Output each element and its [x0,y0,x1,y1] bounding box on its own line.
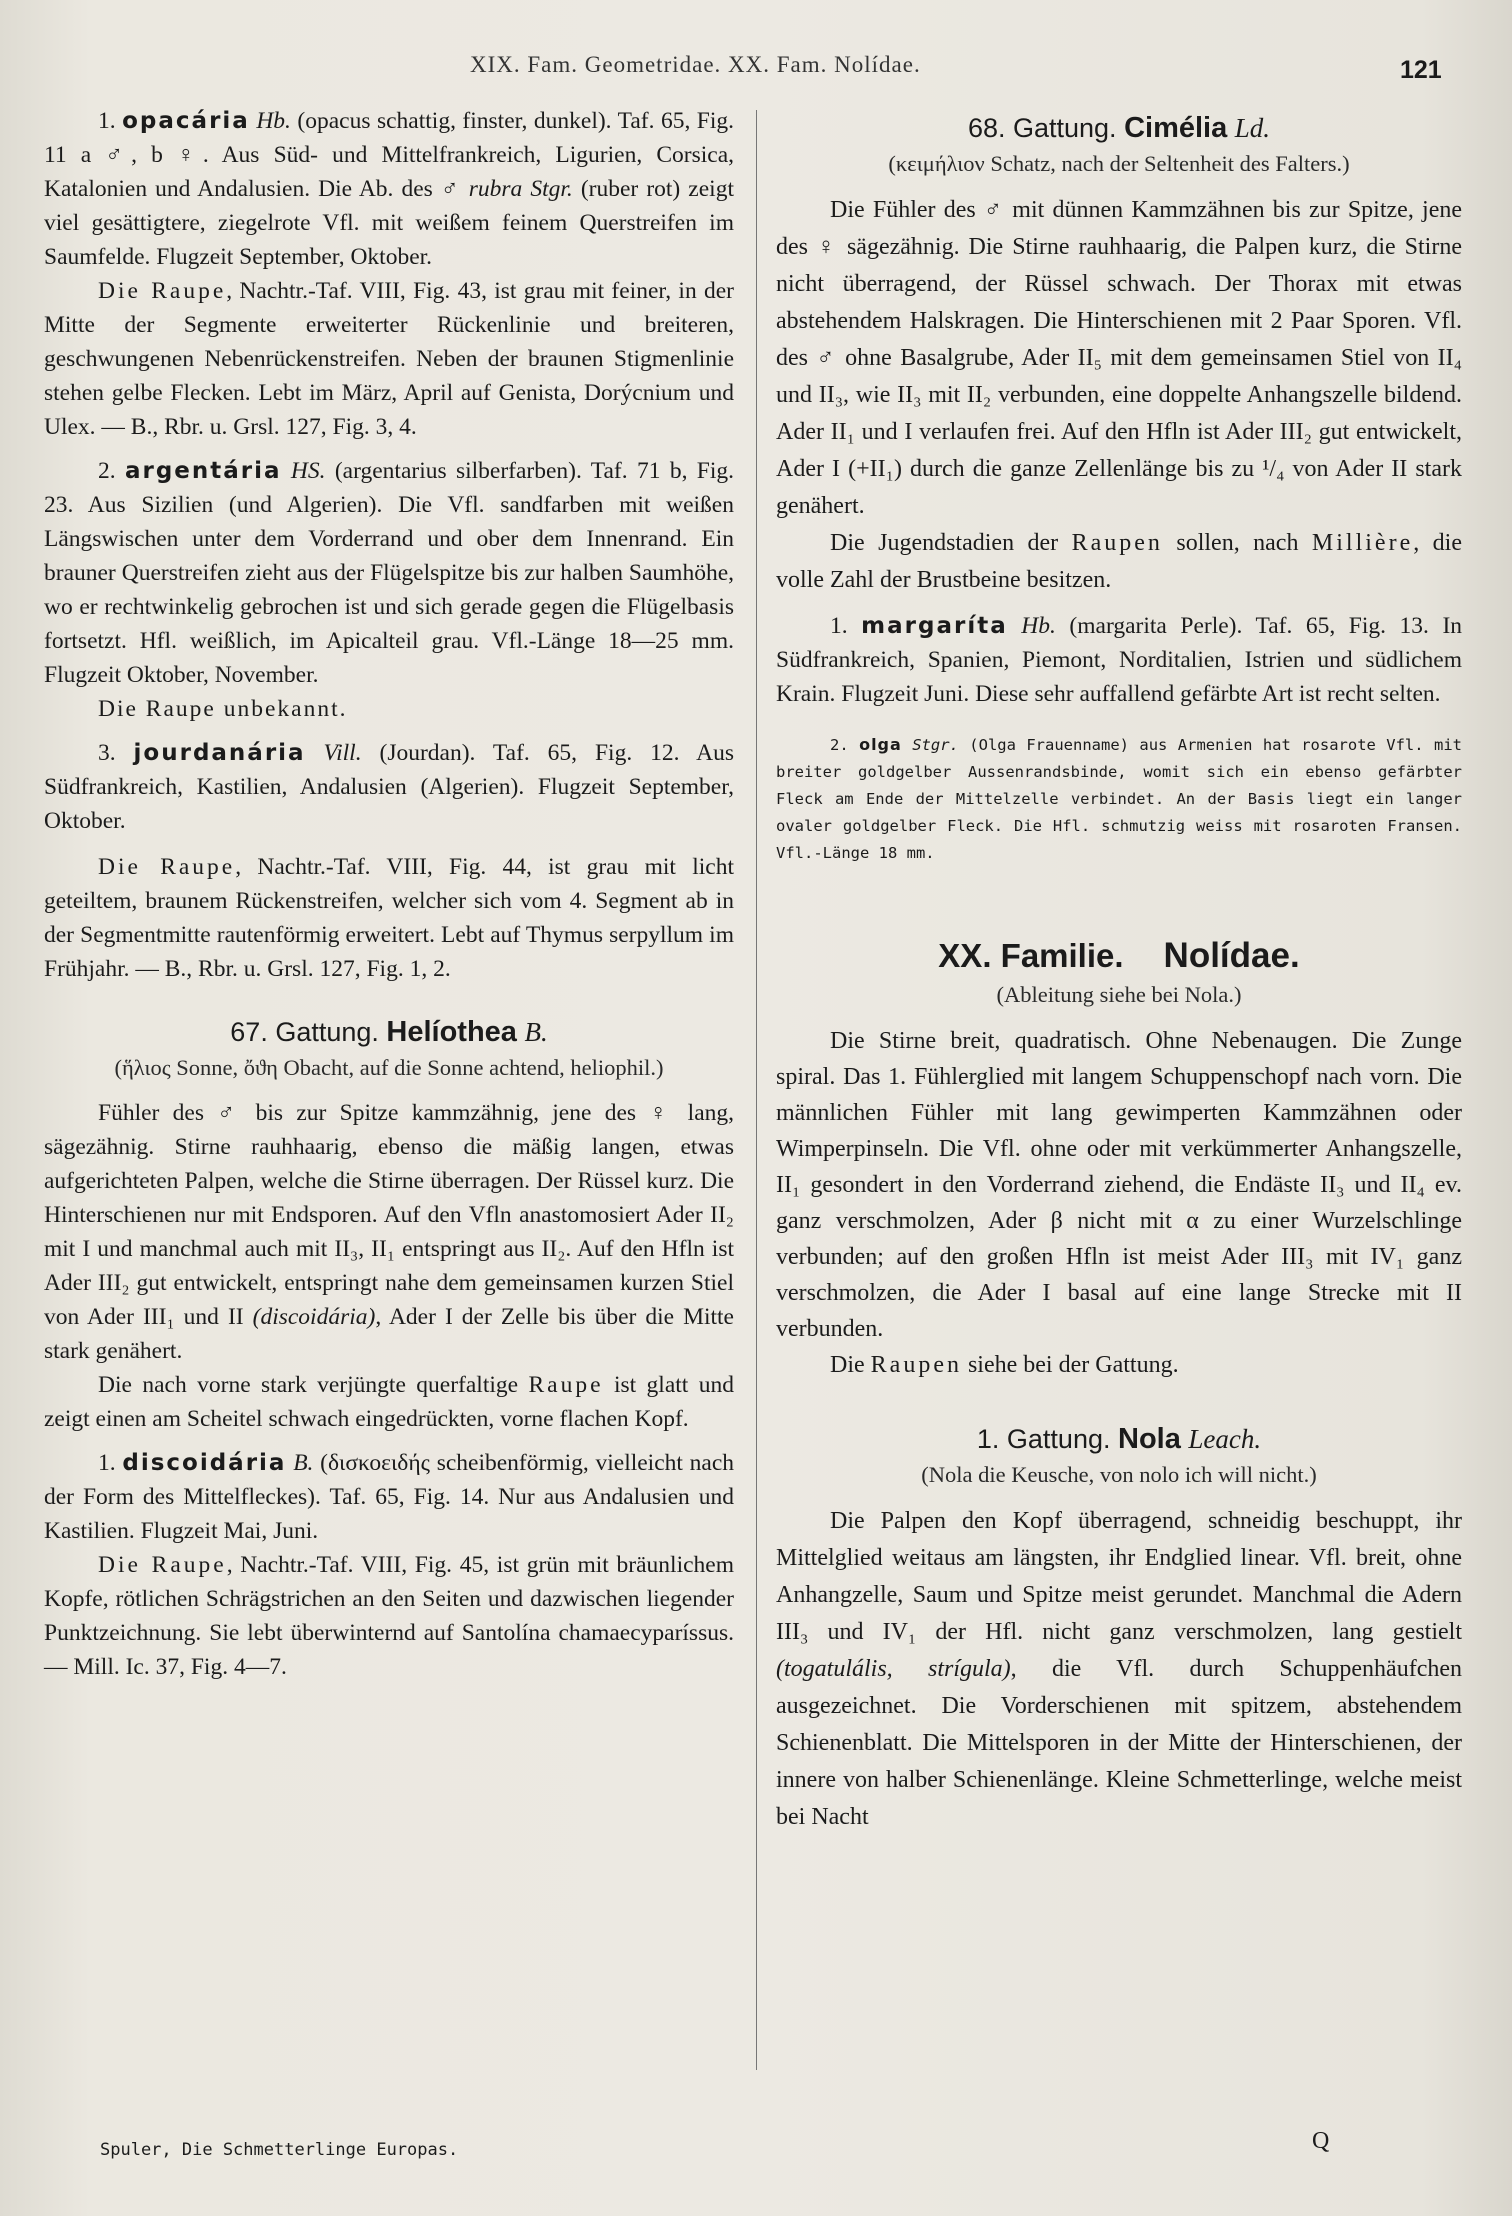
larva-label: Die Raupe [98,1552,227,1578]
larva-text-2: siehe bei der Gattung. [961,1352,1179,1378]
entry-text: (opacus schattig, finster, dunkel). Taf. 65, Fig. 11 a ♂, b ♀. Aus Süd- und Mittelfrankreich, Ligurien, Corsica, Katalonien und Andalusien. Die Ab. des ♂ [44,108,735,202]
right-column [776,104,1462,1836]
larva-label: Raupen [1071,530,1163,556]
larva-text: , Nachtr.-Taf. VIII, Fig. 45, ist grün mit bräunlichem Kopfe, rötlichen Schrägstrichen an den Seiten und dazwischen liegender Punktzeichnung. Sie lebt überwinternd auf Santolína chamaecyparíssus. — Mill. Ic. 37, Fig. 4—7. [44,1552,734,1680]
entry-number: 1. [830,613,848,639]
entry-text: (δισκοειδής scheibenförmig, vielleicht nach der Form des Mittelfleckes). Taf. 65, Fig. 14. Nur aus Andalusien und Kastilien. Flugzeit Mai, Juni. [44,1450,735,1544]
larva-text-2: ist glatt und zeigt einen am Scheitel schwach eingedrückten, vorne flachen Kopf. [44,1372,734,1432]
genus-description-text: Die Palpen den Kopf überragend, schneidig beschuppt, ihr Mittelglied weitaus am längsten, ihr Endglied linear. Vfl. breit, ohne Anhangzelle, Saum und Spitze meist gerundet. Manchmal die Adern III₃ und IV₁ der Hfl. nicht ganz verschmolzen, lang gestielt [776,1508,1462,1645]
larva-text-3: , die volle Zahl der Brustbeine besitzen. [776,530,1462,593]
entry-number: 3. [98,740,116,766]
species-name: opacária [122,108,250,134]
larva-text: Die nach vorne stark verjüngte querfaltige [98,1372,529,1398]
family-label: XX. Familie. [938,937,1124,974]
page-number: 121 [1400,56,1442,84]
left-column [44,104,734,1684]
genus-etymology: (Nola die Keusche, von nolo ich will nicht.) [921,1462,1317,1487]
entry-number: 1. [98,108,116,134]
larva-paragraph [776,1347,1462,1383]
genus-author: Ld. [1234,113,1271,143]
family-heading [776,933,1462,979]
genus-description: Die Fühler des ♂ mit dünnen Kammzähnen bis zur Spitze, jene des ♀ sägezähnig. Die Stirne rauhhaarig, die Palpen kurz, die Stirne nicht überragend, der Rüssel schwach. Der Thorax mit etwas abstehendem Halskragen. Die Hinterschienen mit 2 Paar Sporen. Vfl. des ♂ ohne Basalgrube, Ader II₅ mit dem gemeinsamen Stiel von II₄ und II₃, wie II₃ mit II₂ verbunden, eine doppelte Anhangszelle bildend. Ader II₁ und I verlaufen frei. Auf den Hfln ist Ader III₂ gut entwickelt, Ader I (+II₁) durch die ganze Zellenlänge bis zu ¹/₄ von Ader II stark genähert. [776,197,1462,519]
species-reference: (discoidária) [252,1304,376,1330]
entry-text-2: (ruber rot) zeigt viel gesättigtere, ziegelrote Vfl. mit weißem feinem Querstreifen im Saumfelde. Flugzeit September, Oktober. [44,176,734,270]
larva-text: , Nachtr.-Taf. VIII, Fig. 44, ist grau mit licht geteiltem, braunem Rückenstreifen, welcher sich vom 4. Segment ab in der Segmentmitte rautenförmig erweitert. Lebt auf Thymus serpyllum im Frühjahr. — B., Rbr. u. Grsl. 127, Fig. 1, 2. [44,854,734,982]
family-etymology: (Ableitung siehe bei Nola.) [996,982,1242,1007]
larva-text: Die [830,1352,871,1378]
genus-description-text: Fühler des ♂ bis zur Spitze kammzähnig, jene des ♀ lang, sägezähnig. Stirne rauhhaarig, ebenso die mäßig langen, etwas aufgerichteten Palpen, welche die Stirne überragen. Der Rüssel kurz. Die Hinterschienen nur mit Endsporen. Auf den Vfln anastomosiert Ader II₂ mit I und manchmal auch mit II₃, II₁ entspringt aus II₂. Auf den Hfln ist Ader III₂ gut entwickelt, entspringt nahe dem gemeinsamen kurzen Stiel von Ader III₁ und II [44,1100,734,1330]
genus-number: 67. Gattung. [230,1017,379,1047]
cited-author: Millière [1311,530,1414,556]
genus-author: Leach. [1188,1424,1262,1454]
genus-etymology: (κειμήλιον Schatz, nach der Seltenheit des Falters.) [888,151,1350,176]
genus-name: Helíothea [386,1016,517,1048]
signature-mark: Q [1312,2128,1330,2154]
species-author: B. [293,1450,314,1476]
family-name: Nolídae. [1163,936,1300,975]
larva-label: Raupe [528,1372,604,1398]
larva-label: Die Raupe [98,278,227,304]
genus-number: 1. Gattung. [976,1424,1111,1454]
family-description: Die Stirne breit, quadratisch. Ohne Nebenaugen. Die Zunge spiral. Das 1. Fühlerglied mit langem Schuppenschopf nach vorn. Die männlichen Fühler mit lang gewimperten Kammzähnen oder Wimperpinseln. Die Vfl. ohne oder mit verkümmerter Anhangszelle, II₁ gesondert in den Vorderrand ziehend, die Endäste II₃ und II₄ ev. ganz verschmolzen, Ader β nicht mit α zu einer Wurzelschlinge verbunden; auf den großen Hfln ist meist Ader III₃ mit IV₁ ganz verschmolzen, die Ader I basal auf eine lange Strecke mit II verbunden. [776,1028,1462,1342]
species-author: Hb. [1021,613,1056,639]
larva-text: Die Jugendstadien der [830,530,1072,556]
species-author: Vill. [323,740,362,766]
genus-name: Cimélia [1124,112,1228,144]
species-name: olga [859,735,902,754]
genus-number: 68. Gattung. [967,113,1117,143]
entry-text: (Jourdan). Taf. 65, Fig. 12. Aus Südfrankreich, Kastilien, Andalusien (Algerien). Flugzeit September, Oktober. [44,740,734,834]
genus-author: B. [524,1017,548,1047]
larva-text-2: sollen, nach [1162,530,1312,556]
entry-text: (Olga Frauenname) aus Armenien hat rosarote Vfl. mit breiter goldgelber Aussenrandsbinde, womit sich ein ebenso gefärbter Fleck am Ende der Mittelzelle verbindet. An der Basis liegt ein langer ovaler goldgelber Fleck. Die Hfl. schmutzig weiss mit rosaroten Fransen. Vfl.-Länge 18 mm. [776,736,1462,862]
entry-text: (argentarius silberfarben). Taf. 71 b, Fig. 23. Aus Sizilien (und Algerien). Die Vfl. sandfarben mit weißen Längswischen unter dem Vorderrand und ober dem Innenrand. Ein brauner Querstreifen zieht aus der Flügelspitze bis zur halben Saumhöhe, wo er rechtwinkelig gebrochen ist und sich gerade gegen die Flügelbasis fortsetzt. Hfl. weißlich, im Apicalteil grau. Vfl.-Länge 18—25 mm. Flugzeit Oktober, November. [44,458,735,688]
entry-margarita [776,609,1462,711]
species-name: argentária [124,458,282,484]
larva-paragraph [776,525,1462,599]
larva-paragraph [44,1368,734,1436]
entry-number: 1. [98,1450,116,1476]
genus-heading-nola [776,1419,1462,1459]
species-name: discoidária [122,1450,287,1476]
genus-heading-heliothea [44,1012,734,1052]
genus-heading-cimelia [776,108,1462,148]
running-head: XIX. Fam. Geometridae. XX. Fam. Nolídae. [470,52,921,77]
column-divider [756,110,757,2070]
genus-etymology: (ἥλιος Sonne, ὄϑη Obacht, auf die Sonne achtend, heliophil.) [114,1055,664,1080]
genus-description-text-2: , die Vfl. durch Schuppenhäufchen ausgezeichnet. Die Vorderschienen mit spitzem, abstehendem Schienenblatt. Die Mittelsporen in der Mitte der Hinterschienen, der innere von halber Schienenlänge. Kleine Schmetterlinge, welche meist bei Nacht [776,1656,1462,1830]
entry-discoidaria [44,1446,734,1548]
genus-description-text-2: , Ader I der Zelle bis über die Mitte stark genähert. [44,1304,734,1364]
species-name: margaríta [861,613,1008,639]
species-reference: (togatulális, strígula) [776,1656,1011,1682]
aberration-name: rubra Stgr. [468,176,573,202]
larva-paragraph: Die Raupe unbekannt. [98,696,348,722]
entry-opacaria [44,104,734,274]
larva-paragraph [44,274,734,444]
genus-description [776,1503,1462,1836]
larva-paragraph [44,850,734,986]
species-author: Hb. [256,108,291,134]
entry-argentaria [44,454,734,692]
species-author: Stgr. [912,736,959,754]
larva-text: , Nachtr.-Taf. VIII, Fig. 43, ist grau mit feiner, in der Mitte der Segmente erweiterter Rückenlinie und breiteren, geschwungenen Nebenrückenstreifen. Neben der braunen Stigmenlinie stehen gelbe Flecken. Lebt im März, April auf Genista, Dorýcnium und Ulex. — B., Rbr. u. Grsl. 127, Fig. 3, 4. [44,278,734,440]
entry-number: 2. [98,458,116,484]
genus-name: Nola [1118,1423,1181,1455]
entry-text: (margarita Perle). Taf. 65, Fig. 13. In Südfrankreich, Spanien, Piemont, Norditalien, Istrien und südlichem Krain. Flugzeit Juni. Diese sehr auffallend gefärbte Art ist recht selten. [776,613,1463,707]
entry-jourdanaria [44,736,734,838]
species-name: jourdanária [133,740,306,766]
entry-number: 2. [830,736,849,754]
entry-olga-note [776,731,1462,867]
species-author: HS. [290,458,326,484]
larva-label: Raupen [870,1352,962,1378]
larva-label: Die Raupe [98,854,236,880]
footer-credit: Spuler, Die Schmetterlinge Europas. [100,2140,459,2160]
larva-paragraph [44,1548,734,1684]
genus-description [44,1096,734,1368]
